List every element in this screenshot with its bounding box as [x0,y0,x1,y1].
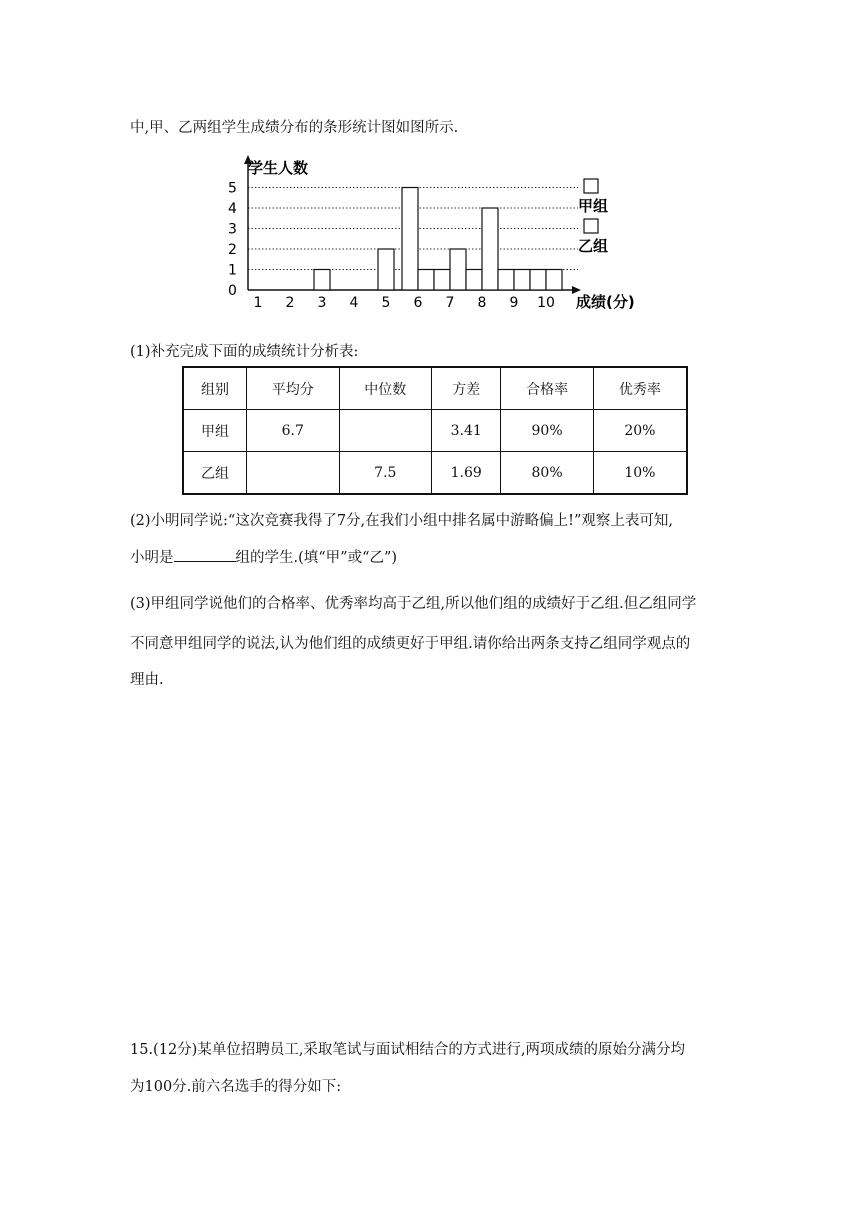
table-row [183,452,687,495]
header-cell: 组别 [183,367,246,410]
question-3-line-3: 理由. [130,672,164,688]
bar-jia [530,270,546,291]
table-header-row [183,367,687,410]
table-cell [246,452,339,495]
x-tick-label: 5 [381,295,391,311]
header-cell: 合格率 [501,367,594,410]
question-2-line-1: (2)小明同学说:“这次竞赛我得了7分,在我们小组中排名属中游略偏上!”观察上表可知, [130,513,674,529]
x-tick-label: 7 [445,295,455,311]
table-cell: 乙组 [183,452,246,495]
legend-label-jia: 甲组 [578,197,609,215]
y-tick-labels [228,181,237,300]
bar-jia [402,188,418,291]
x-tick-label: 6 [413,295,423,311]
legend-swatch-yi [584,219,598,233]
table-cell: 10% [593,452,687,495]
x-tick-label: 4 [349,295,359,311]
x-axis-label: 成绩(分) [576,293,635,311]
y-tick-label: 3 [228,221,237,238]
table-cell: 甲组 [183,410,246,452]
table-cell: 80% [501,452,594,495]
x-tick-labels [254,295,555,311]
header-cell: 中位数 [339,367,432,410]
bars [314,188,562,291]
x-tick-label: 10 [537,295,555,311]
table-cell: 90% [501,410,594,452]
y-axis-label: 学生人数 [248,159,309,177]
header-cell: 方差 [432,367,501,410]
bar-yi [546,270,562,291]
bar-jia [466,270,482,291]
bar-yi [450,249,466,290]
bar-jia [314,270,330,291]
table-cell: 20% [593,410,687,452]
bar-jia [434,270,450,291]
bar-yi [418,270,434,291]
problem-15-line-1: 15.(12分)某单位招聘员工,采取笔试与面试相结合的方式进行,两项成绩的原始分满分均 [130,1042,686,1058]
legend-label-yi: 乙组 [578,237,609,255]
y-tick-label: 1 [228,262,237,279]
header-cell: 优秀率 [593,367,687,410]
question-1: (1)补充完成下面的成绩统计分析表: [130,344,359,360]
legend [578,179,608,255]
bar-jia [498,270,514,291]
y-tick-label: 0 [228,283,237,299]
table-cell: 3.41 [432,410,501,452]
table-row [183,410,687,452]
intro-text: 中,甲、乙两组学生成绩分布的条形统计图如图所示. [130,120,459,136]
question-2-suffix: 组的学生.(填“甲”或“乙”) [235,550,398,566]
x-tick-label: 8 [477,295,487,311]
bar-yi [482,208,498,290]
answer-blank [174,547,236,562]
y-tick-label: 5 [228,180,237,197]
question-2-line-2 [130,546,397,567]
x-tick-label: 3 [317,295,327,311]
bar-yi [514,270,530,291]
bar-chart [218,150,648,320]
x-tick-label: 2 [285,295,295,311]
legend-swatch-jia [584,179,598,193]
x-tick-label: 9 [509,295,519,311]
y-tick-label: 2 [228,242,237,258]
header-cell: 平均分 [246,367,339,410]
table-cell: 6.7 [246,410,339,452]
stats-table [182,366,688,495]
table-cell: 7.5 [339,452,432,495]
bar-jia [378,249,394,290]
question-2-prefix: 小明是 [130,550,174,566]
x-tick-label: 1 [253,295,263,311]
question-3-line-1: (3)甲组同学说他们的合格率、优秀率均高于乙组,所以他们组的成绩好于乙组.但乙组同学 [130,596,697,612]
table-cell [339,410,432,452]
table-cell: 1.69 [432,452,501,495]
problem-15-line-2: 为100分.前六名选手的得分如下: [130,1079,342,1095]
question-3-line-2: 不同意甲组同学的说法,认为他们组的成绩更好于甲组.请你给出两条支持乙组同学观点的 [130,636,691,652]
y-tick-label: 4 [228,201,237,217]
